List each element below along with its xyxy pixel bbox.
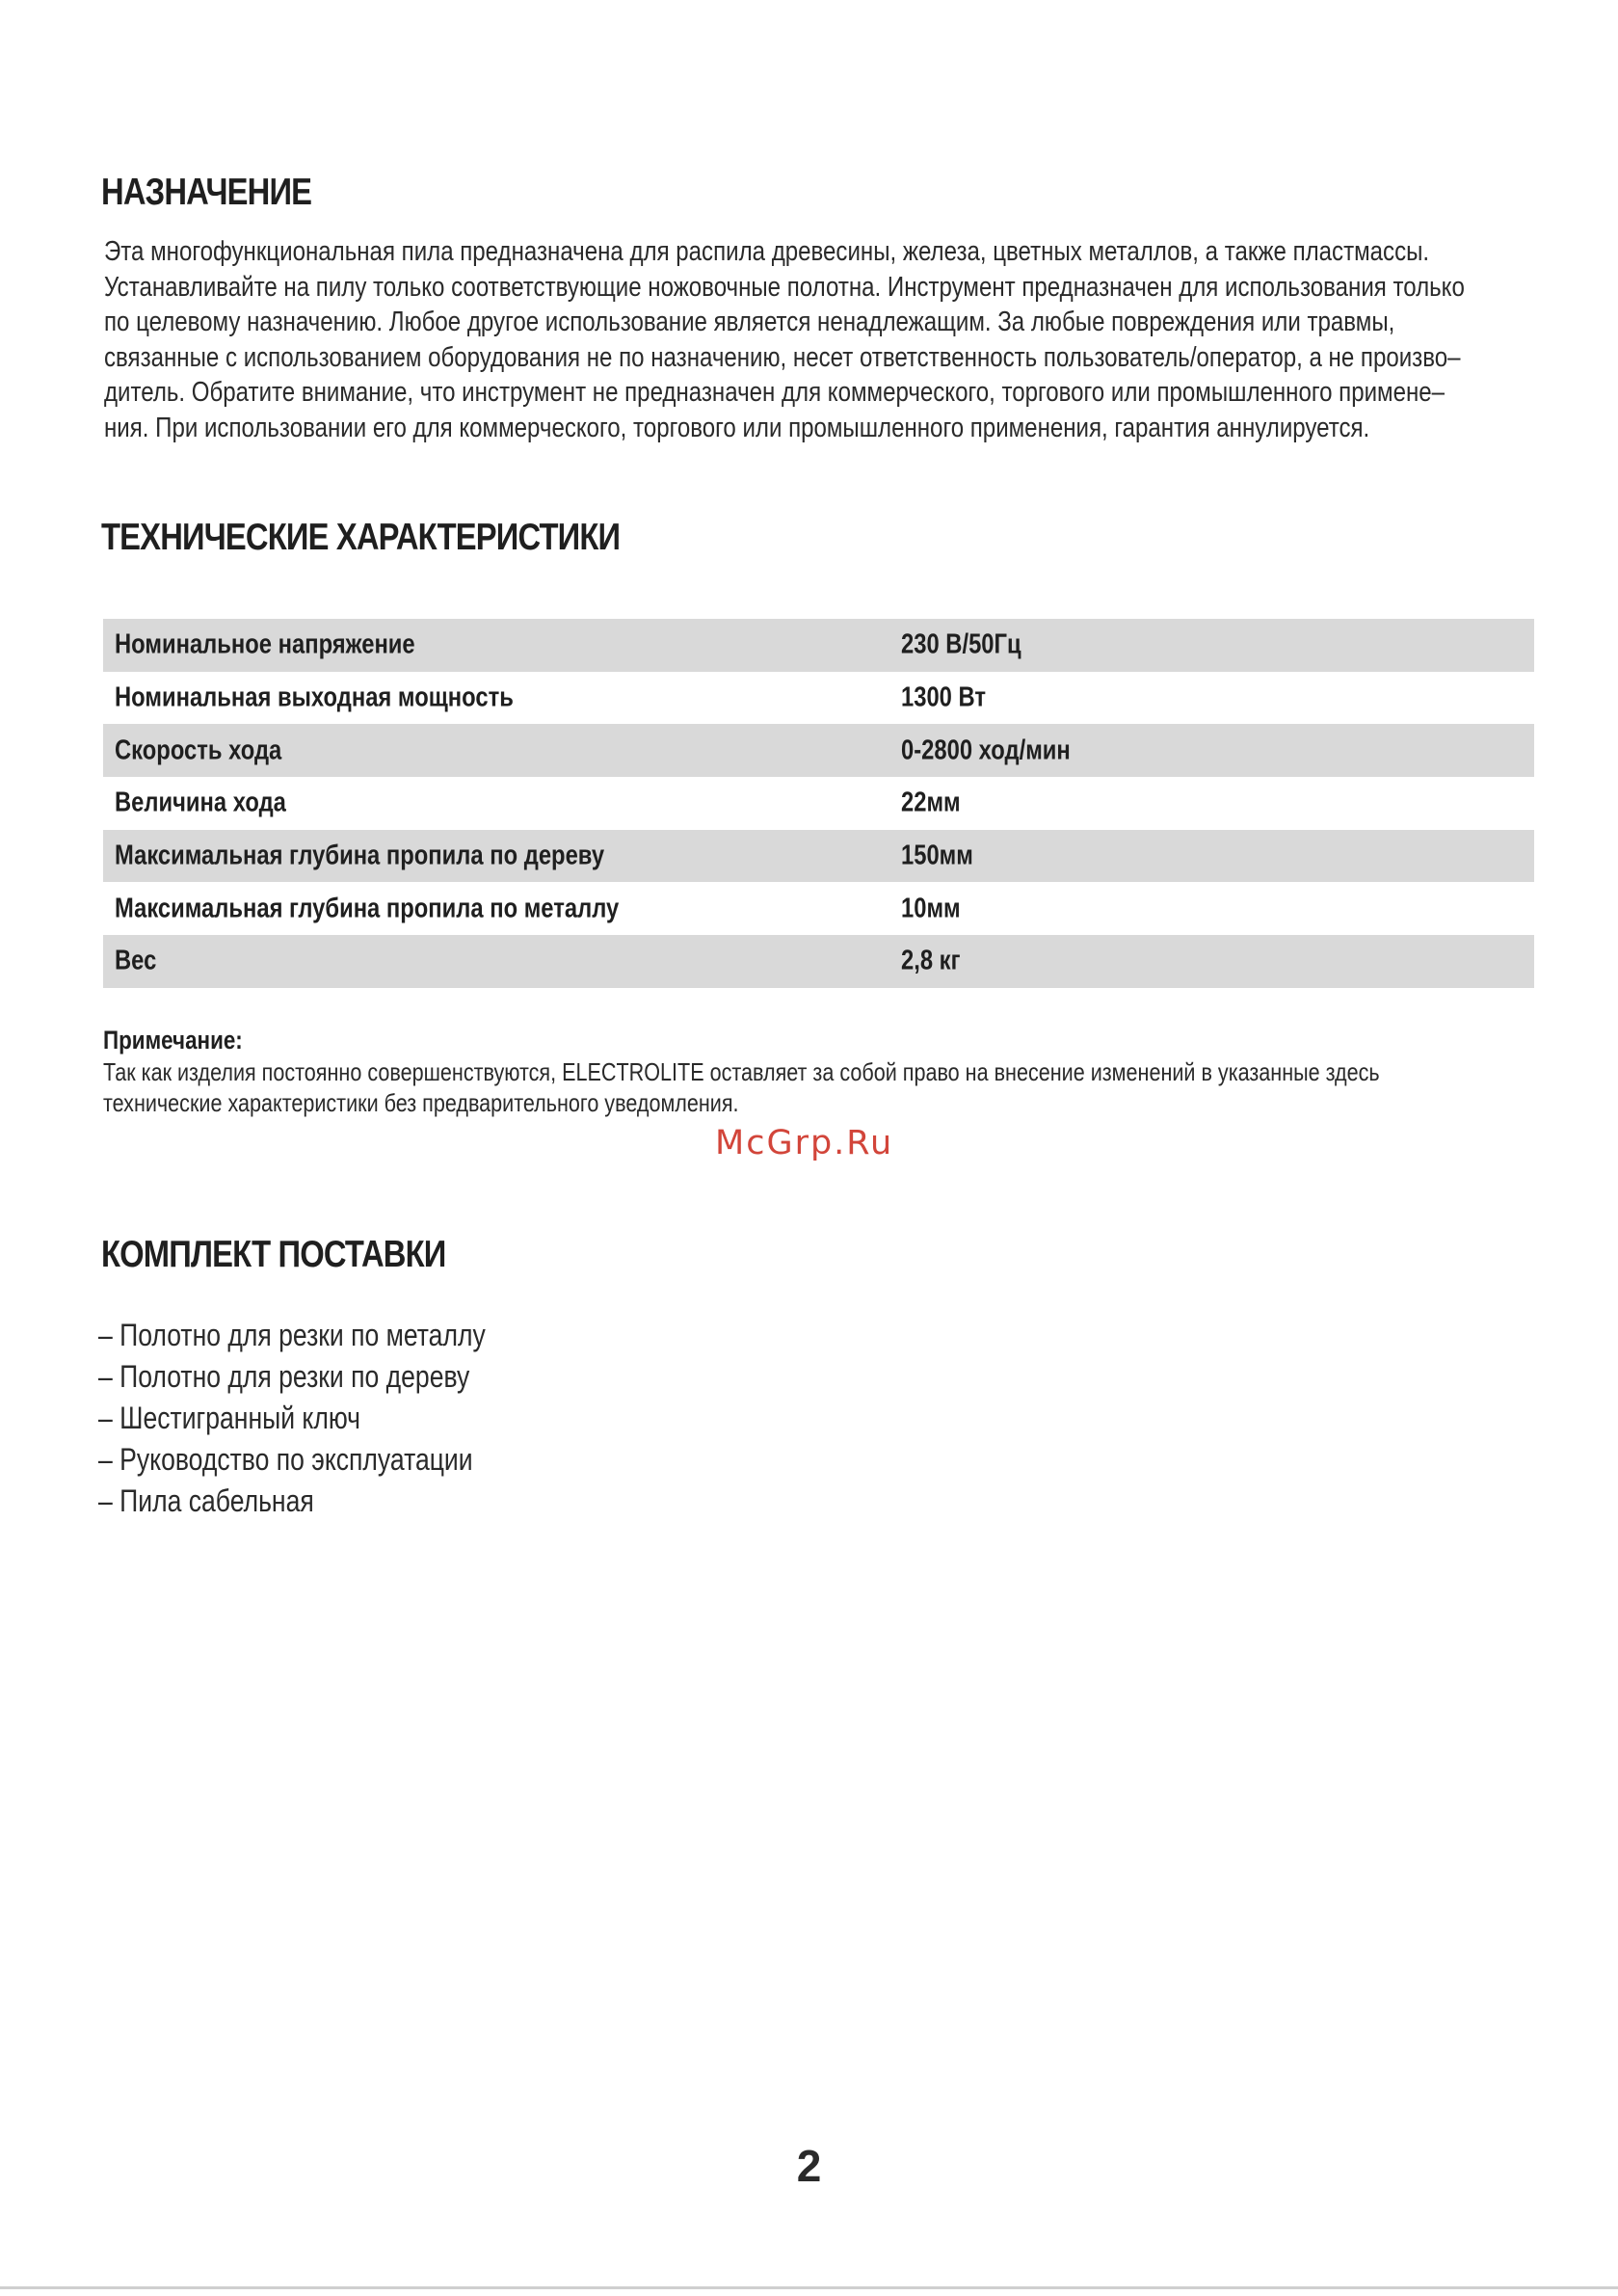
- bottom-divider: [0, 2286, 1618, 2289]
- spec-value: 150мм: [901, 840, 973, 871]
- table-row: [103, 935, 1534, 988]
- note-line: Так как изделия постоянно совершенствуются, ELECTROLITE оставляет за собой право на внесение изменений в указанные здесь: [103, 1057, 1380, 1086]
- note-title: Примечание:: [103, 1026, 243, 1055]
- list-item: – Руководство по эксплуатации: [98, 1442, 473, 1477]
- purpose-paragraph: [104, 234, 1576, 446]
- watermark-text: McGrp.Ru: [715, 1124, 894, 1162]
- purpose-line: Эта многофункциональная пила предназначена для распила древесины, железа, цветных металлов, а также пластмассы.: [104, 236, 1430, 267]
- spec-value: 2,8 кг: [901, 945, 961, 976]
- spec-value: 22мм: [901, 787, 961, 818]
- kit-heading: КОМПЛЕКТ ПОСТАВКИ: [101, 1234, 446, 1275]
- specs-table: [103, 619, 1534, 988]
- table-row: [103, 830, 1534, 883]
- list-item: – Шестигранный ключ: [98, 1401, 361, 1435]
- spec-label: Скорость хода: [115, 734, 282, 766]
- purpose-heading: НАЗНАЧЕНИЕ: [101, 172, 312, 213]
- spec-label: Максимальная глубина пропила по дереву: [115, 840, 605, 871]
- purpose-line: Устанавливайте на пилу только соответствующие ножовочные полотна. Инструмент предназначен для использования только: [104, 271, 1465, 303]
- spec-label: Номинальная выходная мощность: [115, 681, 514, 713]
- purpose-line: ния. При использовании его для коммерческого, торгового или промышленного применения, гарантия аннулируется.: [104, 412, 1370, 443]
- list-item: – Полотно для резки по дереву: [98, 1359, 470, 1394]
- specs-heading: ТЕХНИЧЕСКИЕ ХАРАКТЕРИСТИКИ: [101, 517, 621, 558]
- table-row: [103, 777, 1534, 830]
- purpose-line: дитель. Обратите внимание, что инструмент не предназначен для коммерческого, торгового или промышленного примене–: [104, 377, 1446, 409]
- note-block: [103, 1024, 1583, 1118]
- note-line: технические характеристики без предварительного уведомления.: [103, 1088, 739, 1117]
- spec-value: 10мм: [901, 893, 961, 924]
- spec-value: 1300 Вт: [901, 681, 987, 713]
- spec-label: Максимальная глубина пропила по металлу: [115, 893, 620, 924]
- list-item: – Полотно для резки по металлу: [98, 1318, 486, 1352]
- purpose-line: по целевому назначению. Любое другое использование является ненадлежащим. За любые повреждения или травмы,: [104, 307, 1395, 338]
- spec-value: 0-2800 ход/мин: [901, 734, 1071, 766]
- spec-label: Номинальное напряжение: [115, 628, 415, 660]
- kit-list: [98, 1315, 486, 1522]
- table-row: [103, 619, 1534, 672]
- purpose-line: связанные с использованием оборудования не по назначению, несет ответственность пользователь/оператор, а не произво–: [104, 341, 1461, 373]
- list-item: – Пила сабельная: [98, 1483, 314, 1518]
- spec-label: Вес: [115, 945, 157, 976]
- table-row: [103, 672, 1534, 725]
- spec-label: Величина хода: [115, 787, 286, 818]
- table-row: [103, 882, 1534, 935]
- table-row: [103, 724, 1534, 777]
- spec-value: 230 В/50Гц: [901, 628, 1021, 660]
- page-number: 2: [796, 2141, 822, 2191]
